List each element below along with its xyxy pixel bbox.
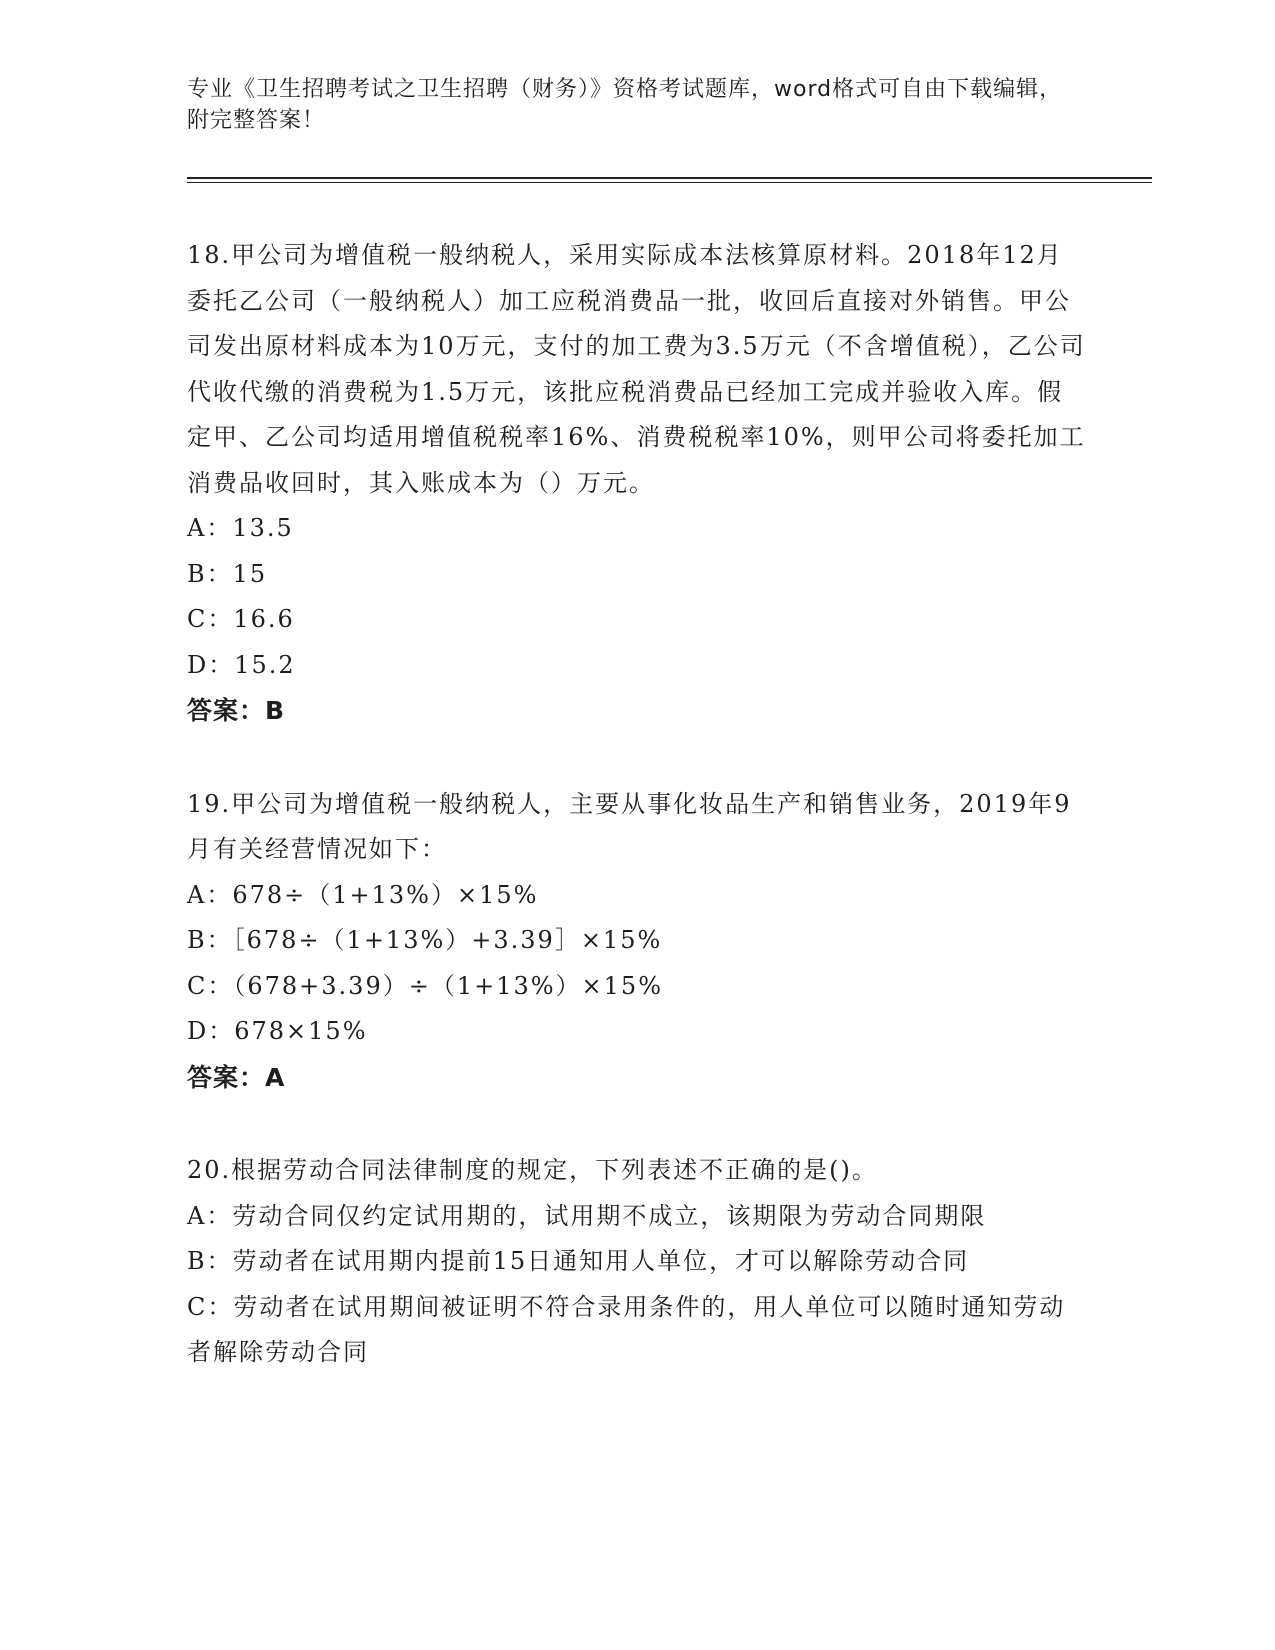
header-divider-thin — [187, 182, 1152, 183]
document-header: 专业《卫生招聘考试之卫生招聘（财务）》资格考试题库，word格式可自由下载编辑，附完整答案！ — [187, 77, 1063, 133]
question-list — [187, 233, 1087, 1424]
option-a: A：678÷（1+13%）×15% — [187, 880, 539, 909]
header-divider-thick — [187, 177, 1152, 179]
question-20 — [187, 1148, 1087, 1376]
option-d: D：678×15% — [187, 1017, 368, 1045]
option-c: C：16.6 — [187, 605, 295, 633]
question-stem: 18.甲公司为增值税一般纳税人，采用实际成本法核算原材料。2018年12月委托乙公司（一般纳税人）加工应税消费品一批，收回后直接对外销售。甲公司发出原材料成本为10万元，支付的加工费为3.5万元（不含增值税），乙公司代收代缴的消费税为1.5万元，该批应税消费品已经加工完成并验收入库。假定甲、乙公司均适用增值税税率16%、消费税税率10%，则甲公司将委托加工消费品收回时，其入账成本为（）万元。 — [187, 241, 1086, 497]
question-18 — [187, 233, 1087, 734]
option-b: B：劳动者在试用期内提前15日通知用人单位，才可以解除劳动合同 — [187, 1247, 970, 1275]
answer-label: 答案：A — [187, 1062, 286, 1092]
question-19 — [187, 782, 1087, 1101]
question-stem: 19.甲公司为增值税一般纳税人，主要从事化妆品生产和销售业务，2019年9月有关经营情况如下： — [187, 789, 1072, 863]
option-c: C：劳动者在试用期间被证明不符合录用条件的，用人单位可以随时通知劳动者解除劳动合同 — [187, 1292, 1066, 1366]
option-a: A：劳动合同仅约定试用期的，试用期不成立，该期限为劳动合同期限 — [187, 1201, 987, 1230]
option-b: B：［678÷（1+13%）+3.39］×15% — [187, 926, 663, 954]
option-d: D：15.2 — [187, 650, 296, 679]
question-stem: 20.根据劳动合同法律制度的规定，下列表述不正确的是()。 — [187, 1156, 878, 1184]
option-c: C：（678+3.39）÷（1+13%）×15% — [187, 971, 664, 1000]
option-b: B：15 — [187, 559, 268, 588]
option-a: A：13.5 — [187, 514, 294, 542]
answer-label: 答案：B — [187, 696, 286, 725]
